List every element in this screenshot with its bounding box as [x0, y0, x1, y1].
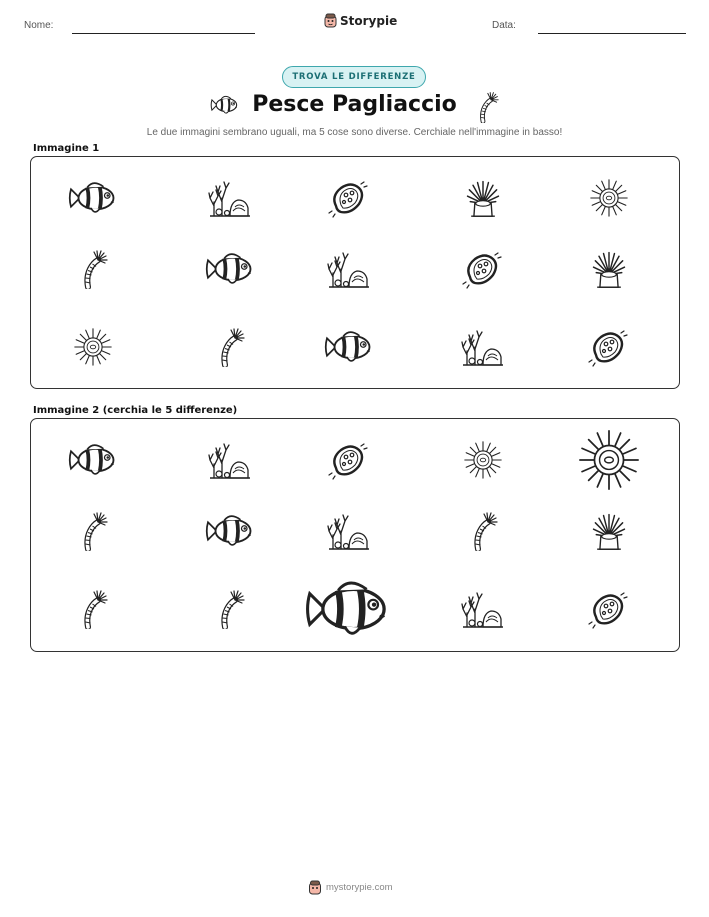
date-field[interactable]	[538, 33, 686, 34]
tube-worm-icon[interactable]	[468, 511, 498, 551]
sponge-icon	[461, 249, 505, 289]
storypie-mascot-icon	[324, 13, 337, 28]
clownfish-icon[interactable]	[301, 574, 397, 644]
tube-worm-icon[interactable]	[215, 589, 245, 629]
brand-logo	[324, 13, 397, 28]
panel2-title: Immagine 2 (cerchia le 5 differenze)	[33, 405, 238, 416]
anemone-icon	[589, 249, 629, 289]
clownfish-icon	[203, 249, 258, 289]
clownfish-icon	[322, 327, 377, 367]
image-2-panel[interactable]	[30, 418, 680, 652]
title-tube-worm-icon	[474, 91, 500, 128]
worksheet-type-badge: TROVA LE DIFFERENZE	[282, 66, 426, 88]
sponge-icon	[327, 178, 371, 218]
tube-worm-icon[interactable]	[78, 511, 108, 551]
name-label: Nome:	[24, 20, 54, 31]
name-field[interactable]	[72, 33, 255, 34]
coral-icon	[461, 327, 505, 367]
anemone-icon	[463, 178, 503, 218]
panel1-title: Immagine 1	[33, 143, 100, 154]
footer	[308, 880, 393, 895]
tube-worm-icon[interactable]	[78, 589, 108, 629]
sea-urchin-icon	[589, 178, 629, 218]
clownfish-icon[interactable]	[203, 511, 258, 551]
anemone-icon[interactable]	[589, 511, 629, 551]
page-title: Pesce Pagliaccio	[252, 92, 457, 117]
coral-icon	[208, 178, 252, 218]
sea-urchin-icon[interactable]	[463, 440, 503, 480]
date-label: Data:	[492, 20, 516, 31]
sponge-icon	[587, 327, 631, 367]
image-1-panel	[30, 156, 680, 389]
tube-worm-icon	[78, 249, 108, 289]
tube-worm-icon	[215, 327, 245, 367]
sea-urchin-icon	[73, 327, 113, 367]
clownfish-icon[interactable]	[66, 440, 121, 480]
instructions: Le due immagini sembrano uguali, ma 5 cose sono diverse. Cerchiale nell'immagine in basso!	[146, 127, 563, 138]
storypie-mascot-icon	[308, 880, 322, 895]
coral-icon[interactable]	[208, 440, 252, 480]
sponge-icon[interactable]	[587, 589, 631, 629]
sponge-icon[interactable]	[327, 440, 371, 480]
coral-icon[interactable]	[327, 511, 371, 551]
clownfish-icon	[66, 178, 121, 218]
coral-icon	[327, 249, 371, 289]
footer-url: mystorypie.com	[326, 882, 393, 893]
brand-name: Storypie	[340, 13, 398, 28]
coral-icon[interactable]	[461, 589, 505, 629]
sea-urchin-icon[interactable]	[577, 428, 641, 492]
